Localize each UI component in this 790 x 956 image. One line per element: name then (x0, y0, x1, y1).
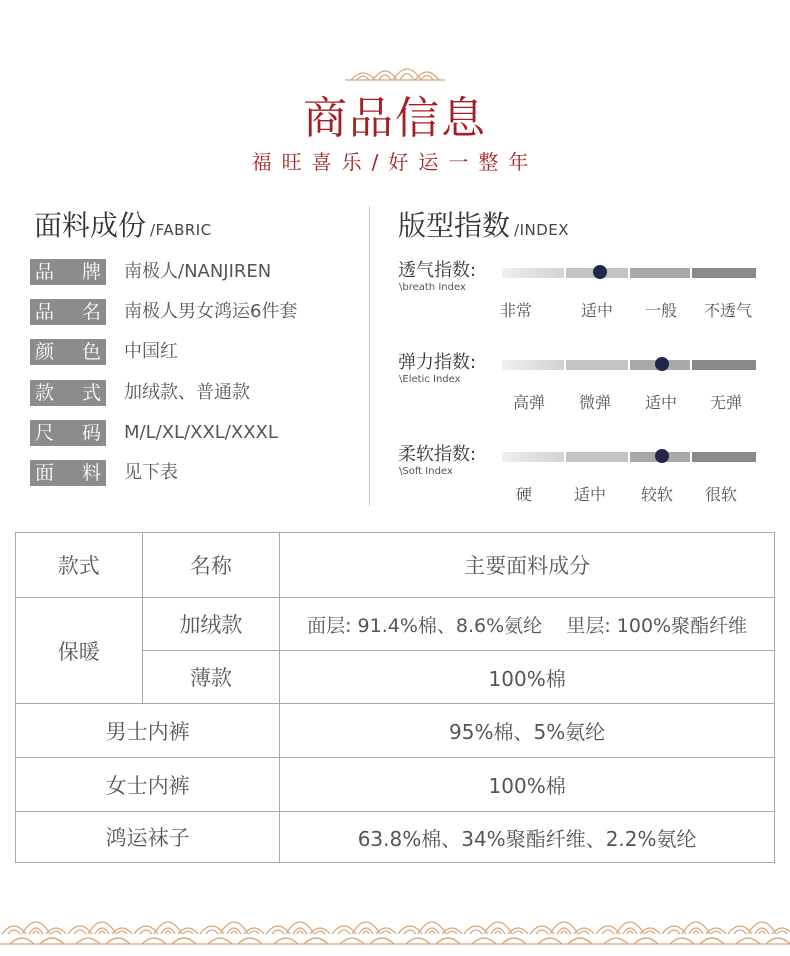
index-scale-bar (502, 452, 756, 504)
spec-value: 加绒款、普通款 (124, 382, 250, 403)
fabric-section-title: 面料成份 (34, 209, 147, 242)
table-cell: 加绒款 (142, 598, 280, 651)
fabric-section-title-en: /FABRIC (150, 221, 212, 239)
index-level-label: 微弹 (578, 393, 612, 412)
index-name: 弹力指数: (398, 352, 477, 373)
table-row (16, 812, 775, 863)
table-cell: 100%棉 (280, 758, 775, 812)
softness-index (398, 440, 768, 504)
spec-label-char: 式 (81, 382, 101, 404)
spec-value: 南极人男女鸿运6件套 (124, 301, 298, 322)
fabric-section-heading (34, 204, 212, 244)
index-level-label: 较软 (640, 485, 674, 504)
spec-value: 南极人/NANJIREN (124, 261, 272, 282)
section-divider (369, 206, 370, 506)
scale-segment (566, 452, 628, 462)
index-name-en: \Soft Index (399, 466, 453, 477)
spec-label-char: 品 (35, 301, 55, 323)
spec-label (30, 259, 106, 285)
index-name: 透气指数: (398, 260, 477, 281)
table-cell: 95%棉、5%氨纶 (280, 704, 775, 758)
index-scale-bar (499, 268, 756, 320)
table-header-cell: 名称 (142, 533, 280, 598)
index-section-title: 版型指数 (398, 209, 511, 242)
spec-label (30, 339, 106, 365)
scale-segment (692, 268, 756, 278)
index-level-label: 适中 (573, 485, 607, 504)
table-cell: 63.8%棉、34%聚酯纤维、2.2%氨纶 (280, 812, 775, 863)
spec-label-char: 款 (35, 382, 55, 404)
scale-segment (630, 268, 690, 278)
spec-label-char: 名 (81, 301, 101, 323)
spec-label-char: 面 (35, 462, 55, 484)
table-row (16, 598, 775, 651)
scale-segment (566, 360, 628, 370)
table-cell: 女士内裤 (16, 758, 280, 812)
scale-segment (502, 360, 564, 370)
index-marker-knob (593, 265, 607, 279)
spec-label-char: 码 (81, 422, 101, 444)
table-row (16, 704, 775, 758)
index-level-label: 无弹 (709, 393, 743, 412)
index-level-label: 硬 (515, 485, 533, 504)
spec-value: M/L/XL/XXL/XXXL (124, 422, 278, 443)
spec-label-char: 色 (81, 341, 101, 363)
index-level-label: 不透气 (703, 301, 753, 320)
index-scale-bar (502, 360, 756, 412)
spec-label-char: 品 (35, 261, 55, 283)
table-header-cell: 主要面料成分 (280, 533, 775, 598)
scale-segment (692, 360, 756, 370)
table-header-cell: 款式 (16, 533, 143, 598)
spec-label (30, 420, 106, 446)
fabric-composition-table (15, 532, 775, 863)
table-cell: 薄款 (142, 651, 280, 704)
spec-label-char: 颜 (35, 341, 55, 363)
scale-segment (692, 452, 756, 462)
spec-label (30, 299, 106, 325)
table-cell: 面层: 91.4%棉、8.6%氨纶 里层: 100%聚酯纤维 (280, 598, 775, 651)
scale-segment (502, 452, 564, 462)
elasticity-index (398, 348, 768, 412)
table-cell: 鸿运袜子 (16, 812, 280, 863)
index-name-en: \breath Index (399, 282, 466, 293)
index-level-label: 很软 (704, 485, 738, 504)
table-cell: 100%棉 (280, 651, 775, 704)
table-cell: 男士内裤 (16, 704, 280, 758)
page-subtitle: 福旺喜乐/好运一整年 (251, 150, 539, 174)
index-marker-knob (655, 449, 669, 463)
index-marker-knob (655, 357, 669, 371)
page-title: 商品信息 (303, 93, 487, 144)
index-section-title-en: /INDEX (514, 221, 570, 239)
breathability-index (398, 256, 768, 320)
cloud-ornament-top (345, 58, 445, 82)
index-level-label: 非常 (499, 301, 533, 320)
spec-label-char: 料 (81, 462, 101, 484)
index-section-heading (398, 204, 569, 244)
scale-segment (502, 268, 564, 278)
spec-label-char: 牌 (81, 261, 101, 283)
table-group-cell: 保暖 (16, 598, 143, 704)
index-name: 柔软指数: (398, 444, 477, 465)
index-name-en: \Eletic Index (399, 374, 461, 385)
spec-label (30, 380, 106, 406)
table-header-row (16, 533, 775, 598)
spec-label-char: 尺 (35, 422, 55, 444)
cloud-ornament-bottom (0, 906, 790, 950)
spec-value: 中国红 (124, 341, 178, 362)
index-level-label: 一般 (644, 301, 678, 320)
index-level-label: 适中 (644, 393, 678, 412)
spec-label (30, 460, 106, 486)
index-level-label: 适中 (580, 301, 614, 320)
index-level-label: 高弹 (512, 393, 546, 412)
table-row (16, 758, 775, 812)
spec-value: 见下表 (124, 462, 178, 483)
